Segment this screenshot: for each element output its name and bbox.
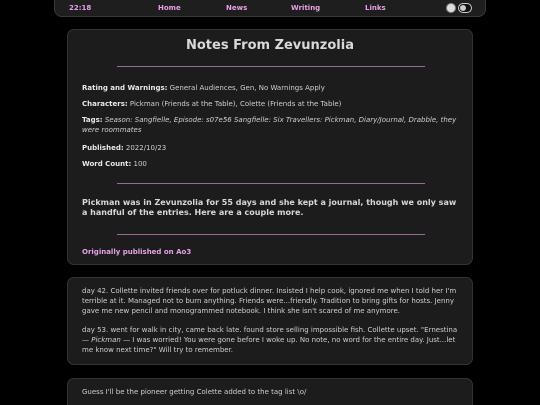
characters-label: Characters: — [82, 100, 128, 108]
tags-label: Tags: — [82, 116, 103, 124]
nav-link-writing[interactable]: Writing — [291, 4, 321, 12]
nav-link-links[interactable]: Links — [365, 4, 386, 12]
characters-value: Pickman (Friends at the Table), Colette (Friends at the Table) — [129, 100, 342, 108]
rating-label: Rating and Warnings: — [82, 84, 168, 92]
work-header-card — [67, 29, 473, 265]
published-value: 2022/10/23 — [125, 144, 167, 152]
published-label: Published: — [82, 144, 124, 152]
author-notes-card — [67, 378, 473, 405]
divider — [117, 183, 425, 184]
nav-link-news[interactable]: News — [226, 4, 248, 12]
work-summary: Pickman was in Zevunzolia for 55 days and she kept a journal, though we only saw a handful of the entries. Here are a couple more. — [82, 198, 457, 217]
light-theme-toggle-icon[interactable] — [446, 3, 456, 13]
word-count-line — [82, 159, 462, 169]
tags-value: Season: Sangfielle, Episode: s07e56 Sangfielle: Six Travellers: Pickman, Diary/Journal, Drabble, they were roommates — [82, 116, 457, 134]
top-nav-bar — [54, 0, 486, 17]
body-paragraph-1: day 42. Collette invited friends over for potluck dinner. Insisted I help cook, ignored me when I told her I'm terrible at it. Managed not to burn anything. Friends were...friendly. Tradition to bring gifts for hosts. Jenny gave me new pencil and monogrammed notebook. I think she isn't scared of me anymore. — [82, 287, 457, 315]
word-count-label: Word Count: — [82, 160, 132, 168]
work-body-card — [67, 277, 473, 365]
divider — [117, 66, 425, 67]
dark-theme-toggle-icon[interactable] — [458, 3, 472, 13]
tags-line — [82, 115, 462, 135]
body-paragraph-2: day 53. went for walk in city, came back late. found store selling impossible fish. Collette upset. "Ernestina — Pickman — I was worried! You were gone before I woke up. No note, no word for the entire day. Just...let me know next time?" Will try to remember. — [82, 326, 458, 354]
word-count-value: 100 — [133, 160, 147, 168]
rating-value: General Audiences, Gen, No Warnings Apply — [169, 84, 325, 92]
characters-line — [82, 99, 462, 109]
published-line — [82, 143, 462, 153]
nav-link-home[interactable]: Home — [158, 4, 181, 12]
rating-line — [82, 83, 462, 93]
ao3-link[interactable]: Originally published on Ao3 — [82, 248, 192, 256]
clock: 22:18 — [69, 4, 92, 12]
divider — [117, 234, 425, 235]
work-title: Notes From Zevunzolia — [186, 38, 354, 53]
notes-text: Guess I'll be the pioneer getting Colette added to the tag list \o/ — [82, 388, 307, 396]
